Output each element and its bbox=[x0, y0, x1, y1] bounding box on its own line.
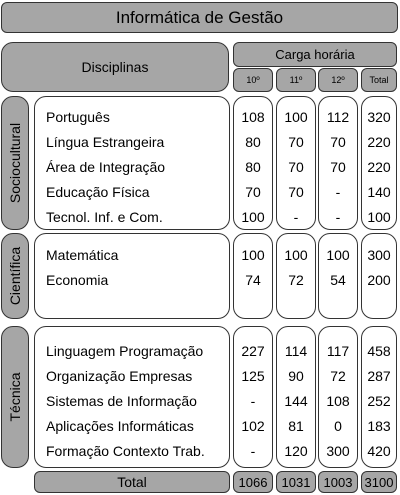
hours-y10: 74 bbox=[245, 272, 261, 288]
subject-name: Área de Integração bbox=[46, 159, 166, 175]
page-title: Informática de Gestão bbox=[1, 2, 398, 33]
hours-y10: - bbox=[250, 393, 256, 409]
total-header: Total bbox=[361, 68, 397, 92]
total-y10: 1066 bbox=[233, 471, 273, 493]
hours-total: 200 bbox=[367, 272, 391, 288]
section-label-sociocultural: Sociocultural bbox=[7, 122, 23, 204]
hours-y10: 227 bbox=[241, 343, 265, 359]
hours-total: 220 bbox=[367, 159, 391, 175]
disciplinas-header: Disciplinas bbox=[1, 42, 229, 92]
section-tab-sociocultural bbox=[1, 96, 29, 230]
hours-y10: 125 bbox=[241, 368, 265, 384]
subject-name: Língua Estrangeira bbox=[46, 134, 165, 150]
hours-total: 252 bbox=[367, 393, 391, 409]
section-tab-tecnica bbox=[1, 326, 29, 468]
hours-y12: 54 bbox=[330, 272, 346, 288]
hours-total: 287 bbox=[367, 368, 391, 384]
hours-y10: - bbox=[250, 443, 256, 459]
hours-y11: 100 bbox=[284, 109, 308, 125]
total-y11: 1031 bbox=[276, 471, 316, 493]
hours-y10: 80 bbox=[245, 134, 261, 150]
year-12-header: 12º bbox=[318, 68, 358, 92]
hours-y10: 102 bbox=[241, 418, 265, 434]
total-y12: 1003 bbox=[318, 471, 358, 493]
hours-y11: 120 bbox=[284, 443, 308, 459]
carga-horaria-header: Carga horária bbox=[233, 42, 397, 67]
hours-total: 300 bbox=[367, 247, 391, 263]
hours-y11: 70 bbox=[288, 134, 304, 150]
hours-y12: 72 bbox=[330, 368, 346, 384]
hours-y12: - bbox=[335, 184, 341, 200]
hours-y10: 100 bbox=[241, 209, 265, 225]
hours-total: 458 bbox=[367, 343, 391, 359]
hours-y11: 70 bbox=[288, 184, 304, 200]
hours-y12: 300 bbox=[326, 443, 350, 459]
hours-total: 320 bbox=[367, 109, 391, 125]
year-11-header: 11º bbox=[276, 68, 316, 92]
subject-name: Educação Física bbox=[46, 184, 150, 200]
hours-y12: 0 bbox=[334, 418, 342, 434]
hours-y11: 114 bbox=[284, 343, 308, 359]
total-grand: 3100 bbox=[361, 471, 397, 493]
hours-y10: 70 bbox=[245, 184, 261, 200]
hours-y12: 117 bbox=[326, 343, 350, 359]
subject-name: Tecnol. Inf. e Com. bbox=[46, 209, 163, 225]
hours-y12: 112 bbox=[326, 109, 350, 125]
totals-label: Total bbox=[34, 471, 230, 493]
hours-y12: 108 bbox=[326, 393, 350, 409]
subject-name: Aplicações Informáticas bbox=[46, 418, 194, 434]
hours-total: 140 bbox=[367, 184, 391, 200]
subject-name: Sistemas de Informação bbox=[46, 393, 197, 409]
subject-name: Organização Empresas bbox=[46, 368, 193, 384]
hours-y11: 90 bbox=[288, 368, 304, 384]
hours-y11: 70 bbox=[288, 159, 304, 175]
hours-y10: 100 bbox=[241, 247, 265, 263]
subject-name: Economia bbox=[46, 272, 109, 288]
year-10-header: 10º bbox=[233, 68, 273, 92]
subject-name: Português bbox=[46, 109, 110, 125]
subject-name: Formação Contexto Trab. bbox=[46, 443, 205, 459]
section-label-tecnica: Técnica bbox=[7, 372, 23, 422]
hours-y10: 108 bbox=[241, 109, 265, 125]
hours-y10: 80 bbox=[245, 159, 261, 175]
section-label-cientifica: Científica bbox=[7, 246, 23, 306]
hours-total: 183 bbox=[367, 418, 391, 434]
hours-total: 220 bbox=[367, 134, 391, 150]
subject-name: Matemática bbox=[46, 247, 119, 263]
hours-y12: 70 bbox=[330, 159, 346, 175]
hours-total: 100 bbox=[367, 209, 391, 225]
hours-y11: - bbox=[293, 209, 299, 225]
hours-y11: 81 bbox=[288, 418, 304, 434]
hours-total: 420 bbox=[367, 443, 391, 459]
hours-y11: 100 bbox=[284, 247, 308, 263]
section-tab-cientifica bbox=[1, 233, 29, 319]
hours-y12: 100 bbox=[326, 247, 350, 263]
hours-y11: 72 bbox=[288, 272, 304, 288]
hours-y12: 70 bbox=[330, 134, 346, 150]
hours-y12: - bbox=[335, 209, 341, 225]
subject-name: Linguagem Programação bbox=[46, 343, 204, 359]
hours-y11: 144 bbox=[284, 393, 308, 409]
